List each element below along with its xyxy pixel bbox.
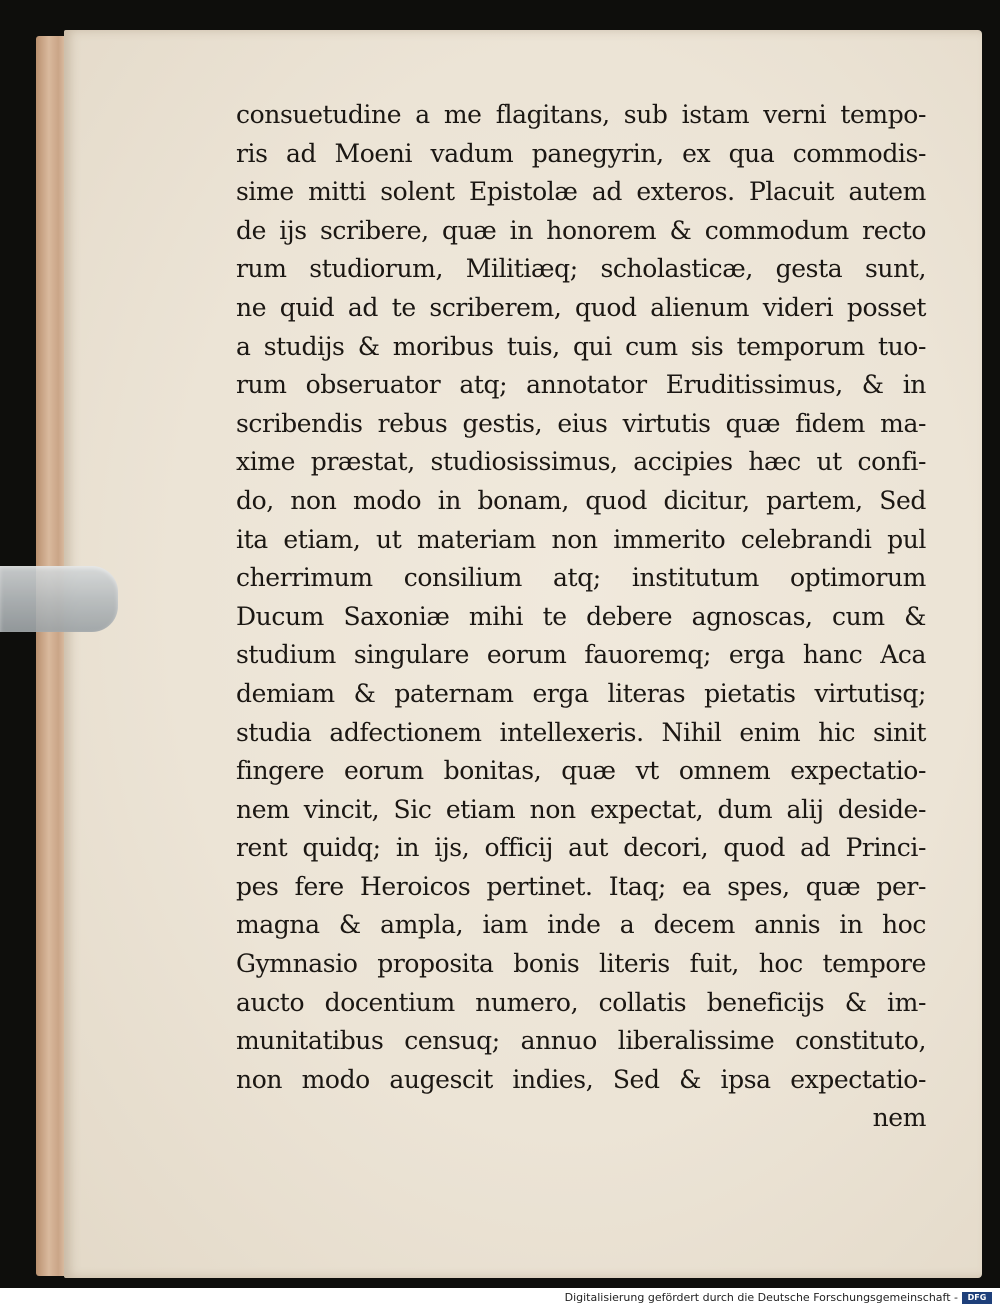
- text-line: xime præstat, studiosissimus, accipies hæc ut confi-: [236, 447, 926, 477]
- dfg-logo: DFG: [962, 1292, 992, 1304]
- text-line: Gymnasio proposita bonis literis fuit, hoc tempore: [236, 949, 926, 979]
- text-line: sime mitti solent Epistolæ ad exteros. Placuit autem: [236, 177, 926, 207]
- text-line: ita etiam, ut materiam non immerito celebrandi pul: [236, 524, 926, 554]
- text-line: a studijs & moribus tuis, qui cum sis temporum tuo-: [236, 331, 926, 361]
- catchword: nem: [872, 1103, 926, 1133]
- text-line: cherrimum consilium atq; institutum optimorum: [236, 563, 926, 593]
- text-line: nem vincit, Sic etiam non expectat, dum alij deside-: [236, 794, 926, 824]
- text-line: ne quid ad te scriberem, quod alienum videri posset: [236, 292, 926, 322]
- text-line: studium singulare eorum fauoremq; erga hanc Aca: [236, 640, 926, 670]
- text-line: fingere eorum bonitas, quæ vt omnem expectatio-: [236, 756, 926, 786]
- text-line: non modo augescit indies, Sed & ipsa expectatio-: [236, 1064, 926, 1094]
- text-line: de ijs scribere, quæ in honorem & commodum recto: [236, 215, 926, 245]
- text-line: demiam & paternam erga literas pietatis virtutisq;: [236, 678, 926, 708]
- text-line: scribendis rebus gestis, eius virtutis quæ fidem ma-: [236, 408, 926, 438]
- text-line: pes fere Heroicos pertinet. Itaq; ea spes, quæ per-: [236, 871, 926, 901]
- text-line: do, non modo in bonam, quod dicitur, partem, Sed: [236, 485, 926, 515]
- text-line: rum studiorum, Militiæq; scholasticæ, gesta sunt,: [236, 254, 926, 284]
- text-line: magna & ampla, iam inde a decem annis in hoc: [236, 910, 926, 940]
- page-text: [236, 96, 926, 1138]
- funding-credit: Digitalisierung gefördert durch die Deutsche Forschungsgemeinschaft -: [564, 1291, 958, 1304]
- text-line: rum obseruator atq; annotator Eruditissimus, & in: [236, 370, 926, 400]
- text-line: consuetudine a me flagitans, sub istam verni tempo-: [236, 100, 926, 129]
- text-line: rent quidq; in ijs, officij aut decori, quod ad Princi-: [236, 833, 926, 863]
- text-line: studia adfectionem intellexeris. Nihil enim hic sinit: [236, 717, 926, 747]
- text-line: Ducum Saxoniæ mihi te debere agnoscas, cum &: [236, 601, 926, 631]
- text-line: ris ad Moeni vadum panegyrin, ex qua commodis-: [236, 138, 926, 168]
- text-line: aucto docentium numero, collatis beneficijs & im-: [236, 987, 926, 1017]
- page-clip-tab: [0, 566, 118, 632]
- text-line: munitatibus censuq; annuo liberalissime constituto,: [236, 1026, 926, 1056]
